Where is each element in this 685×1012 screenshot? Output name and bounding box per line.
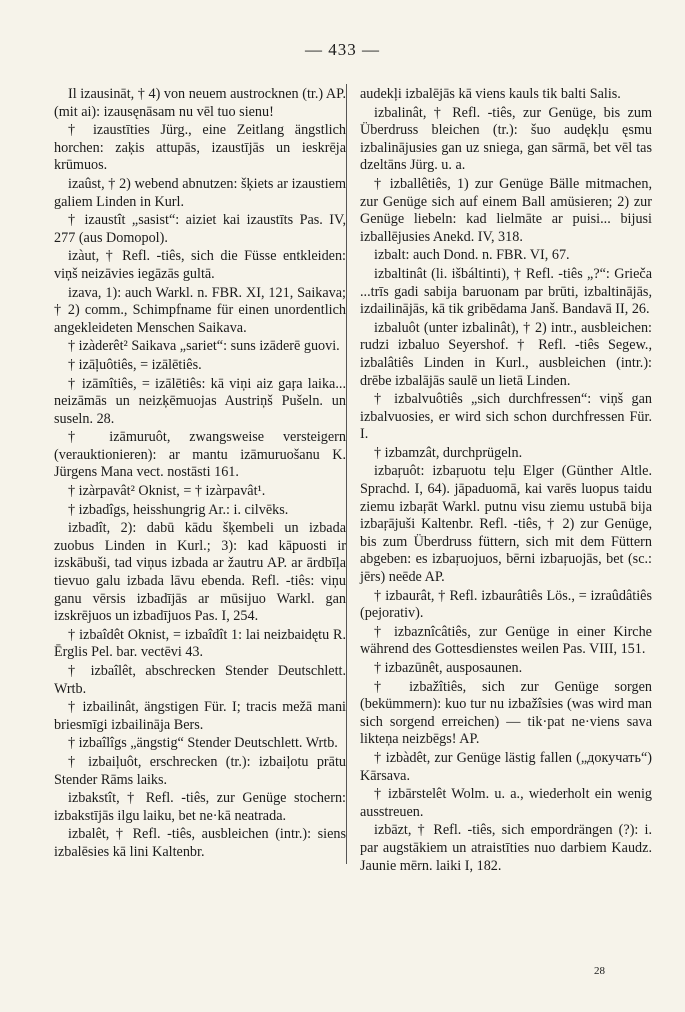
dictionary-entry-r7: † izbalvuôtiês „sich durchfressen“: viņš gan izbalvuosies, er wird sich schon durchfressen Für. I. bbox=[360, 391, 652, 443]
dictionary-entry-l5: izàut, † Refl. -tiês, sich die Füsse entkleiden: viņš neizāvies iegāzās gultā. bbox=[54, 248, 346, 282]
dictionary-entry-r8: † izbamzât, durchprügeln. bbox=[374, 444, 523, 461]
dictionary-entry-l9: † izāmîtiês, = izālētiês: kā viņi aiz gaŗa laika... neizāmās un neizķēmuojas Austriņš Pušeln. un suseln. 28. bbox=[54, 375, 346, 427]
dictionary-entry-l8: † izāļuôtiês, = izālētiês. bbox=[68, 356, 202, 373]
dictionary-entry-r2: izbalinât, † Refl. -tiês, zur Genüge, bis zum Überdruss bleichen (tr.): šuo audękļu ęsmu izbalinājusies gan uz sniega, gan sārmā, bet vēl tas dzeltāns Jürg. u. a. bbox=[360, 104, 652, 174]
dictionary-entry-r5: izbaltinât (li. išbáltinti), † Refl. -tiês „?“: Grieča ...trīs gadi sabija baruonam par brūti, izbaltinājās, izdailinājās, kā tik gribēdama Janš. Bandavā II, 26. bbox=[360, 265, 652, 318]
dictionary-entry-r11: † izbaznîcâtiês, zur Genüge in einer Kirche während des Gottesdienstes weilen Pas. VIII, 151. bbox=[360, 623, 652, 658]
dictionary-entry-l11: † izàrpavât² Oknist, = † izàrpavât¹. bbox=[68, 483, 266, 500]
dictionary-entry-r9: izbaŗuôt: izbaŗuotu teļu Elger (Günther Altle. Sprachd. I, 64). jāpaduomā, kai varēs luopus taidu ziemu izbaŗāt Warkl. putnu visu ziemu ustubā bija izbaŗājuši Kaltenbr. Refl. -tiês, † 2) zur Genüge, bis zum Überdruss füttern, sich mit dem Füttern abgeben: es izbaŗuojuos, bērni izbaŗuojās, bet (sc.: jērs) neēde AP. bbox=[360, 463, 652, 586]
signature-mark: 28 bbox=[594, 965, 605, 977]
dictionary-entry-l2: † izaustīties Jürg., eine Zeitlang ängstlich horchen: zaķis attupās, izaustījās un ieskrēja krūmuos. bbox=[54, 122, 346, 174]
dictionary-entry-r12: † izbazūnêt, ausposaunen. bbox=[374, 660, 523, 676]
dictionary-entry-l10: † izāmuruôt, zwangsweise versteigern (verauktionieren): ar mantu izāmuruošanu K. Jürgens Mana vect. nostāsti 161. bbox=[54, 429, 346, 481]
dictionary-entry-l6: izava, 1): auch Warkl. n. FBR. XI, 121, Saikava; † 2) comm., Schimpfname für einen unordentlich angekleideten Menschen Saikava. bbox=[54, 284, 346, 336]
dictionary-entry-r14: † izbàdêt, zur Genüge lästig fallen („докучать“) Kārsava. bbox=[360, 749, 652, 784]
dictionary-entry-l16: † izbailinât, ängstigen Für. I; tracis mežā mani briesmīgi izbailināja Bers. bbox=[54, 699, 346, 733]
dictionary-entry-r6: izbaluôt (unter izbalinât), † 2) intr., ausbleichen: rudzi izbaluo Seyershof. † Refl. -tiês Segew., izbalâtiês Linden in Kurl., ausbleichen (intr.): drēbe izbalājās saulē un lietā Linden. bbox=[360, 319, 652, 389]
dictionary-entry-r1: audekļi izbalējās kā viens kauls tik balti Salis. bbox=[360, 86, 621, 102]
dictionary-entry-r13: † izbažîtiês, sich zur Genüge sorgen (bekümmern): kuo tur nu izbažîsies (was wird man sich sorgend erreichen) — tik·pat ne·viens sava likteņa neizbēgs! AP. bbox=[360, 678, 652, 748]
dictionary-entry-r16: izbāzt, † Refl. -tiês, sich empordrängen (?): i. par augstākiem un atraistīties nuo darbiem Kaudz. Jaunie mērn. laiki I, 182. bbox=[360, 822, 652, 874]
dictionary-entry-l14: † izbaîdêt Oknist, = izbaîdît 1: lai neizbaidętu R. Ērglis Pel. bar. vectēvi 43. bbox=[54, 626, 346, 661]
left-column bbox=[54, 86, 346, 863]
dictionary-entry-l19: izbakstît, † Refl. -tiês, zur Genüge stochern: izbakstījās ilgu laiku, bet ne·kā neatrada. bbox=[54, 790, 346, 824]
dictionary-entry-l15: † izbaîlêt, abschrecken Stender Deutschlett. Wrtb. bbox=[54, 663, 346, 697]
dictionary-entry-l13: izbadît, 2): dabū kādu šķembeli un izbada zuobus Linden in Kurl.; 3): kad kāpuosti ir izskābuši, tad viņus izbada ar žautru AP. ar ārdbīļa tievuo galu izbada lāvu ebenda. Refl. -tiês: viņu ganu vērsis izbadījās ar mūsijuo Warkl. gan izskrējuos un izbadījuos Pas. I, 254. bbox=[54, 520, 346, 625]
dictionary-entry-l18: † izbaiļuôt, erschrecken (tr.): izbaiļotu prātu Stender Rāms laiks. bbox=[54, 753, 346, 788]
dictionary-entry-r10: † izbaurât, † Refl. izbaurâtiês Lös., = izraûdâtiês (pejorativ). bbox=[360, 587, 652, 622]
page-number: — 433 — bbox=[305, 40, 380, 59]
dictionary-entry-r4: izbalt: auch Dond. n. FBR. VI, 67. bbox=[374, 247, 570, 264]
column-divider bbox=[346, 84, 347, 864]
dictionary-entry-r3: † izballêtiês, 1) zur Genüge Bälle mitmachen, zur Genüge sich auf einem Ball amüsieren; 2) zur Genüge liebeln: kad lielmāte ar puisi... bijusi izballējusies Anekd. IV, 318. bbox=[360, 175, 652, 245]
dictionary-entry-l17: † izbaîlîgs „ängstig“ Stender Deutschlett. Wrtb. bbox=[68, 735, 338, 752]
dictionary-entry-l3: izaûst, † 2) webend abnutzen: šķiets ar izaustiem galiem Linden in Kurl. bbox=[54, 175, 346, 210]
dictionary-entry-l4: † izaustît „sasist“: aiziet kai izaustīts Pas. IV, 277 (aus Domopol). bbox=[54, 212, 346, 246]
dictionary-entry-l12: † izbadîgs, heisshungrig Ar.: i. cilvēks. bbox=[68, 501, 289, 518]
dictionary-entry-r15: † izbārstelêt Wolm. u. a., wiederholt ein wenig ausstreuen. bbox=[360, 786, 652, 820]
dictionary-entry-l20: izbalêt, † Refl. -tiês, ausbleichen (intr.): siens izbalēsies kā lini Kaltenbr. bbox=[54, 826, 346, 860]
right-column bbox=[360, 86, 652, 876]
dictionary-entry-l1: Il izausināt, † 4) von neuem austrocknen (tr.) AP. (mit ai): izausęnāsam nu vēl tuo sienu! bbox=[54, 86, 346, 120]
dictionary-entry-l7: † izàderêt² Saikava „sariet“: suns izāderē guovi. bbox=[68, 338, 340, 355]
